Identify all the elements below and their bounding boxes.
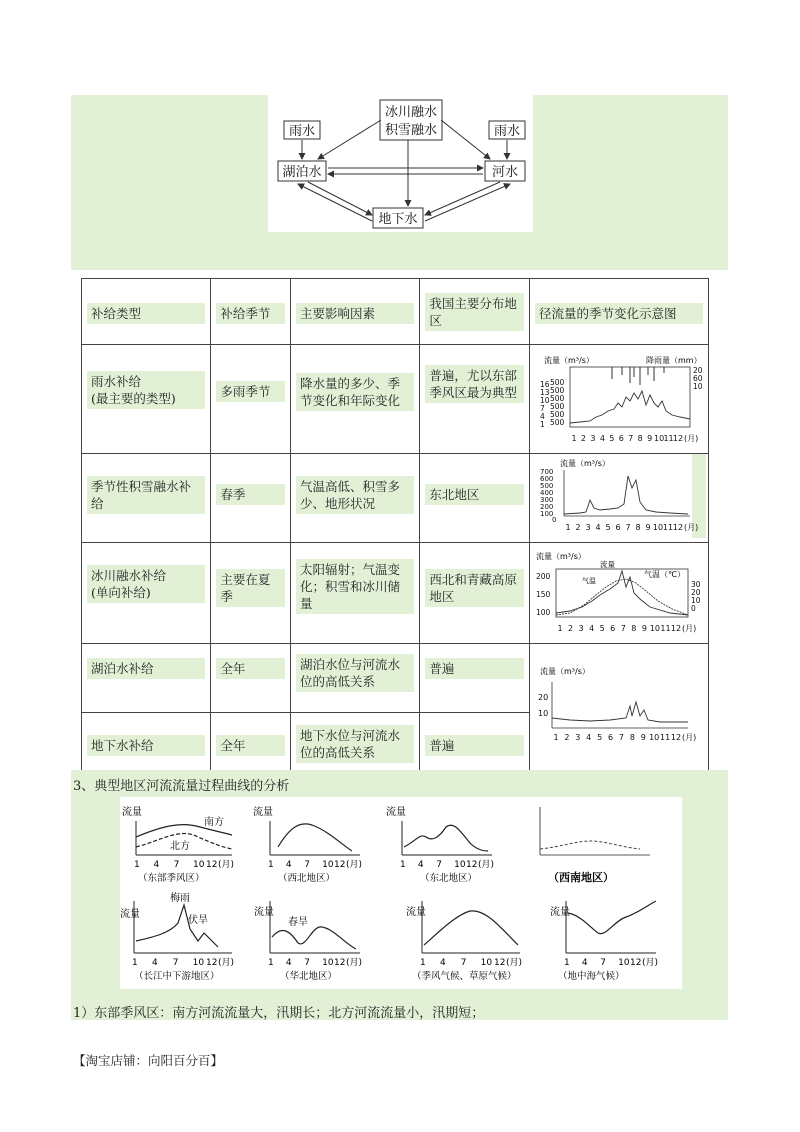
caption-mediterranean: （地中海气候） — [558, 971, 625, 982]
svg-text:300: 300 — [539, 496, 554, 504]
svg-text:10: 10 — [692, 382, 703, 391]
month-tick: 1 — [565, 523, 571, 532]
month-unit: (月) — [506, 958, 523, 968]
month-tick: 7 — [628, 434, 634, 443]
svg-text:200: 200 — [535, 572, 551, 581]
svg-text:流量: 流量 — [122, 807, 142, 818]
month-tick: 7 — [304, 860, 311, 870]
row5-type: 地下水补给 — [87, 735, 205, 756]
month-tick: 12 — [630, 958, 642, 968]
month-tick: 10 — [649, 733, 660, 742]
svg-text:200: 200 — [539, 503, 554, 511]
month-tick: 12 — [670, 733, 682, 742]
svg-text:500: 500 — [549, 410, 565, 419]
svg-text:10: 10 — [537, 709, 549, 718]
row1-type: 雨水补给 — [91, 374, 142, 389]
curve-east-monsoon — [122, 805, 234, 884]
month-unit: (月) — [346, 860, 363, 870]
month-tick: 1 — [571, 434, 577, 443]
header-chart: 径流量的季节变化示意图 — [535, 303, 703, 324]
month-tick: 12 — [494, 958, 506, 968]
month-tick: 6 — [615, 523, 621, 532]
table-header-row — [82, 279, 709, 345]
header-type: 补给类型 — [87, 303, 205, 324]
svg-text:100: 100 — [535, 608, 551, 617]
month-unit: (月) — [681, 733, 697, 742]
month-tick: 4 — [599, 434, 605, 443]
label-north: 北方 — [170, 841, 190, 852]
row4-factor: 湖泊水位与河流水位的高低关系 — [296, 654, 414, 692]
month-unit: (月) — [346, 958, 363, 968]
row5-season: 全年 — [216, 735, 285, 756]
label-fuhan: 伏旱 — [188, 915, 208, 926]
row4-type: 湖泊水补给 — [87, 658, 205, 679]
svg-text:60: 60 — [692, 374, 703, 383]
month-tick: 7 — [172, 958, 179, 968]
row2-type: 季节性积雪融水补给 — [87, 476, 205, 514]
svg-text:13: 13 — [539, 388, 550, 397]
month-tick: 12 — [466, 860, 478, 870]
month-tick: 5 — [609, 434, 615, 443]
month-tick: 1 — [553, 733, 559, 742]
label-meiyu: 梅雨 — [170, 893, 190, 904]
caption-northwest: （西北地区） — [278, 873, 336, 884]
month-tick: 12 — [334, 860, 346, 870]
month-unit: (月) — [642, 958, 659, 968]
month-tick: 10 — [322, 958, 334, 968]
month-tick: 12 — [334, 958, 346, 968]
row3-season: 主要在夏季 — [216, 569, 285, 607]
curve-monsoon-grassland — [406, 901, 522, 982]
month-tick: 11 — [662, 523, 674, 532]
regional-curves-panel — [120, 797, 682, 989]
month-tick: 10 — [322, 860, 334, 870]
label-south: 南方 — [204, 817, 224, 828]
svg-text:600: 600 — [539, 475, 554, 483]
month-tick: 5 — [597, 733, 603, 742]
month-tick: 1 — [268, 958, 274, 968]
table-row — [82, 345, 709, 454]
svg-text:500: 500 — [549, 394, 565, 403]
svg-text:20: 20 — [690, 588, 701, 597]
chart-snow-supply — [530, 454, 708, 538]
month-tick: 4 — [586, 733, 592, 742]
diagram-rain-left: 雨水 — [288, 124, 316, 139]
row1-type-note: (最主要的类型) — [91, 391, 176, 406]
caption-north-china: （华北地区） — [280, 971, 338, 982]
conclusion-text: 1）东部季风区：南方河流流量大，汛期长；北方河流流量小，汛期短； — [73, 1006, 485, 1021]
diagram-ground: 地下水 — [378, 212, 418, 227]
month-tick: 3 — [575, 733, 581, 742]
month-tick: 10 — [652, 523, 664, 532]
svg-text:流量: 流量 — [253, 807, 273, 818]
svg-text:20: 20 — [537, 693, 549, 702]
month-tick: 4 — [581, 958, 588, 968]
month-tick: 2 — [564, 733, 570, 742]
curve-mediterranean — [550, 901, 658, 982]
month-tick: 3 — [590, 434, 596, 443]
header-season: 补给季节 — [216, 303, 285, 324]
month-tick: 8 — [635, 523, 641, 532]
diagram-glacier: 冰川融水 — [384, 105, 438, 120]
chart1-flow-label: 流量（m³/s） — [543, 356, 594, 365]
curve-yangtze — [120, 891, 234, 982]
month-tick: 2 — [575, 523, 581, 532]
month-tick: 4 — [285, 860, 292, 870]
month-tick: 2 — [580, 434, 586, 443]
month-tick: 11 — [659, 733, 671, 742]
month-tick: 7 — [304, 958, 311, 968]
water-supply-diagram — [268, 95, 533, 232]
month-tick: 4 — [439, 958, 446, 968]
diagram-snow: 积雪融水 — [384, 123, 438, 138]
month-tick: 11 — [663, 434, 674, 443]
month-tick: 8 — [629, 733, 635, 742]
row5-region: 普遍 — [425, 735, 524, 756]
chart1-rain-label: 降雨量（mm） — [645, 356, 702, 365]
month-tick: 11 — [660, 624, 671, 633]
svg-text:150: 150 — [535, 590, 551, 599]
section-title: 3、典型地区河流流量过程曲线的分析 — [73, 779, 290, 794]
month-tick: 5 — [599, 624, 605, 633]
month-tick: 1 — [134, 860, 140, 870]
month-tick: 3 — [578, 624, 584, 633]
month-tick: 12 — [206, 958, 218, 968]
row3-region: 西北和青藏高原地区 — [425, 569, 524, 607]
month-tick: 6 — [618, 434, 624, 443]
month-tick: 9 — [647, 434, 653, 443]
chart4-flow-label: 流量（m³/s） — [539, 667, 590, 676]
svg-text:400: 400 — [539, 489, 554, 497]
svg-text:100: 100 — [539, 510, 554, 518]
table-row — [82, 543, 709, 644]
month-tick: 1 — [557, 624, 563, 633]
month-tick: 12 — [670, 624, 682, 633]
month-tick: 6 — [610, 624, 616, 633]
month-tick: 7 — [618, 733, 624, 742]
caption-yangtze: （长江中下游地区） — [134, 971, 220, 982]
month-tick: 10 — [192, 958, 205, 968]
month-tick: 4 — [595, 523, 601, 532]
month-tick: 7 — [620, 624, 626, 633]
diagram-lake: 湖泊水 — [282, 165, 322, 180]
month-tick: 12 — [672, 523, 684, 532]
month-tick: 10 — [480, 958, 493, 968]
month-tick: 7 — [600, 958, 607, 968]
month-tick: 10 — [618, 958, 630, 968]
month-tick: 4 — [589, 624, 595, 633]
month-tick: 6 — [607, 733, 614, 742]
month-tick: 3 — [585, 523, 591, 532]
curve-northwest — [253, 805, 362, 884]
month-tick: 4 — [153, 860, 160, 870]
month-tick: 7 — [173, 860, 180, 870]
svg-text:500: 500 — [539, 482, 554, 490]
row1-region: 普遍，尤以东部季风区最为典型 — [425, 365, 524, 403]
caption-northeast: （东北地区） — [420, 873, 478, 884]
month-tick: 7 — [436, 860, 443, 870]
row5-factor: 地下水位与河流水位的高低关系 — [296, 725, 414, 763]
month-tick: 10 — [454, 860, 466, 870]
row2-season: 春季 — [216, 484, 285, 505]
month-tick: 10 — [649, 624, 660, 633]
month-unit: (月) — [683, 523, 699, 532]
svg-text:4: 4 — [539, 412, 545, 421]
supply-table — [81, 278, 709, 781]
svg-text:30: 30 — [690, 580, 701, 589]
row1-factor: 降水量的多少、季节变化和年际变化 — [296, 373, 414, 411]
row2-factor: 气温高低、积雪多少、地形状况 — [296, 476, 414, 514]
svg-text:0: 0 — [551, 516, 557, 524]
month-tick: 2 — [567, 624, 574, 633]
header-factor: 主要影响因素 — [296, 303, 414, 324]
month-tick: 10 — [653, 434, 665, 443]
curve-north-china — [254, 901, 362, 982]
month-unit: (月) — [683, 434, 699, 443]
svg-text:20: 20 — [692, 366, 703, 375]
row3-type: 冰川融水补给 — [91, 568, 167, 583]
svg-text:500: 500 — [549, 418, 565, 427]
month-tick: 1 — [268, 860, 274, 870]
month-tick: 9 — [640, 733, 646, 742]
month-tick: 1 — [132, 958, 138, 968]
footer-shop: 【淘宝店铺：向阳百分百】 — [73, 1053, 224, 1068]
curve-southwest — [540, 807, 650, 884]
month-tick: 9 — [645, 523, 651, 532]
svg-text:7: 7 — [539, 404, 545, 413]
svg-text:700: 700 — [539, 468, 554, 476]
diagram-river: 河水 — [491, 165, 519, 180]
table-row — [82, 644, 709, 713]
header-region: 我国主要分布地区 — [425, 293, 524, 331]
chart3-flow-curve-label: 流量 — [599, 560, 615, 569]
chart3-flow-label: 流量（m³/s） — [535, 552, 586, 561]
svg-text:16: 16 — [539, 380, 550, 389]
month-tick: 7 — [625, 523, 631, 532]
svg-text:10: 10 — [539, 396, 550, 405]
row2-region: 东北地区 — [425, 484, 524, 505]
diagram-rain-right: 雨水 — [493, 124, 521, 139]
label-chunhan: 春旱 — [288, 917, 308, 928]
svg-text:500: 500 — [549, 402, 565, 411]
month-tick: 10 — [193, 860, 205, 870]
month-unit: (月) — [478, 860, 495, 870]
month-tick: 8 — [637, 434, 643, 443]
row4-region: 普遍 — [425, 658, 524, 679]
chart-lake-ground-supply — [530, 644, 708, 776]
svg-text:500: 500 — [549, 378, 565, 387]
month-tick: 9 — [641, 624, 647, 633]
month-tick: 4 — [285, 958, 292, 968]
svg-text:流量: 流量 — [406, 907, 426, 918]
chart2-flow-label: 流量（m³/s） — [559, 459, 610, 468]
svg-text:1: 1 — [539, 420, 545, 429]
svg-text:500: 500 — [549, 386, 565, 395]
month-tick: 4 — [417, 860, 424, 870]
chart3-temp-label: 气温（℃） — [643, 570, 685, 579]
row3-factor: 太阳辐射；气温变化；积雪和冰川储量 — [296, 559, 414, 614]
row4-season: 全年 — [216, 658, 285, 679]
month-tick: 12 — [672, 434, 684, 443]
month-unit: (月) — [218, 958, 235, 968]
table-row — [82, 454, 709, 543]
month-unit: (月) — [218, 860, 235, 870]
svg-text:10: 10 — [690, 596, 701, 605]
chart-glacier-supply — [530, 543, 708, 639]
caption-southwest: （西南地区） — [548, 871, 614, 884]
caption-monsoon-grassland: （季风气候、草原气候） — [412, 971, 517, 982]
svg-text:流量: 流量 — [386, 807, 406, 818]
row3-type-note: (单向补给) — [91, 585, 151, 600]
month-tick: 5 — [605, 523, 611, 532]
svg-text:流量: 流量 — [550, 907, 570, 918]
curve-northeast — [386, 805, 494, 884]
svg-text:流量: 流量 — [120, 909, 140, 920]
month-unit: (月) — [681, 624, 697, 633]
chart-rain-supply — [530, 345, 708, 449]
month-tick: 12 — [206, 860, 218, 870]
month-tick: 1 — [400, 860, 406, 870]
month-tick: 7 — [460, 958, 467, 968]
month-tick: 8 — [631, 624, 637, 633]
month-tick: 4 — [151, 958, 158, 968]
svg-text:流量: 流量 — [254, 907, 274, 918]
month-tick: 1 — [420, 958, 426, 968]
caption-east-monsoon: （东部季风区） — [138, 873, 205, 884]
month-tick: 1 — [564, 958, 570, 968]
chart3-temp-curve-label: 气温 — [581, 577, 596, 585]
svg-text:0: 0 — [690, 604, 696, 613]
row1-season: 多雨季节 — [216, 381, 285, 402]
